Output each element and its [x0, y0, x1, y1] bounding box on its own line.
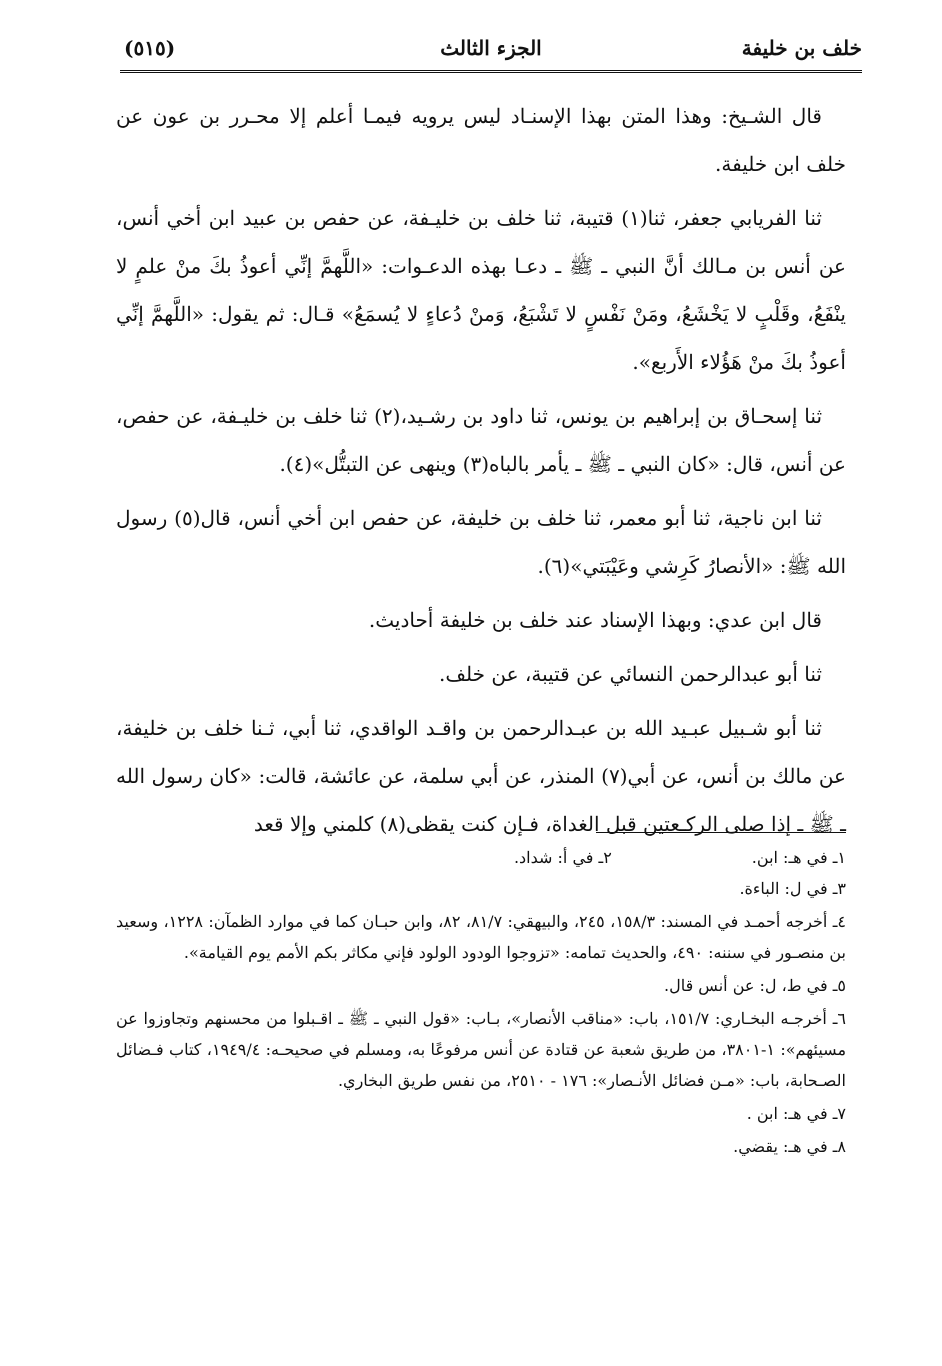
footnote: ٣ـ في ل: الباءة. — [739, 879, 846, 898]
footnotes — [116, 842, 846, 1164]
footnote: ٤ـ أخرجه أحمـد في المسند: ١٥٨/٣، ٢٤٥، والبيهقي: ٨١/٧، ٨٢، وابن حبـان كما في موارد الظمآن: ١٢٢٨، وسعيد بن منصـور في سننه: ٤٩٠، والحديث تمامه: «تزوجوا الودود الولود فإني مكاثر بكم الأمم يوم القيامة». — [116, 912, 847, 962]
paragraph: ثنا ابن ناجية، ثنا أبو معمر، ثنا خلف بن خليفة، عن حفص ابن أخي أنس، قال(٥) رسول الله ﷺ: «الأنصارُ كَرِشي وعَيْبَتي»(٦). — [116, 506, 846, 578]
paragraph: ثنا أبو عبدالرحمن النسائي عن قتيبة، عن خلف. — [438, 662, 822, 686]
footnote-row — [116, 842, 846, 873]
footnote: ٢ـ في أ: شداد. — [513, 848, 612, 867]
part-title: الجزء الثالث — [440, 36, 542, 60]
footnote-divider — [596, 832, 846, 833]
paragraph: قال الشـيخ: وهذا المتن بهذا الإسنـاد ليس يرويه فيمـا أعلم إلا محـرر بن عون عن خلف ابن خليفة. — [116, 104, 846, 176]
chapter-title: خلف بن خليفة — [741, 36, 862, 60]
paragraph: ثنا الفريابي جعفر، ثنا(١) قتيبة، ثنا خلف بن خليـفة، عن حفص بن عبيد ابن أخي أنس، عن أنس بن مـالك أنَّ النبي ـ ﷺ ـ دعـا بهذه الدعـوات: «اللَّهمَّ إنِّي أعوذُ بكَ منْ علمٍ لا ينْفَعُ، وقَلْبٍ لا يَخْشَعُ، ومَنْ نَفْسٍ لا تَشْبَعُ، وَمنْ دُعاءٍ لا يُسمَعُ» قـال: ثم يقول: «اللَّهمَّ إنِّي أعوذُ بكَ منْ هَؤُلاء الأَربع». — [116, 206, 846, 374]
main-text — [116, 92, 846, 848]
paragraph: ثنا أبو شـبيل عبـيد الله بن عبـدالرحمن بن واقـد الواقدي، ثنا أبي، ثـنا خلف بن خليفة، عن مالك بن أنس، عن أبي(٧) المنذر، عن أبي سلمة، عن عائشة، قالت: «كان رسول الله ـ ﷺ ـ إذا صلى الركـعتين قبل الغداة، فـإن كنت يقظى(٨) كلمني وإلا قعد — [116, 716, 846, 836]
footnote: ٦ـ أخرجـه البخـاري: ١٥١/٧، باب: «مناقب الأنصار»، بـاب: «قول النبي ـ ﷺ ـ اقـبلوا من محسنهم وتجاوزوا عن مسيئهم»: ١-٣٨٠١، من طريق شعبة عن قتادة عن أنس مرفوعًا به، ومسلم في صحيحـه: ١٩٤٩/٤، كتاب فـضائل الصـحابة، باب: «مـن فضائل الأنـصار»: ١٧٦ - ٢٥١٠، من نفس طريق البخاري. — [116, 1009, 847, 1090]
footnote: ١ـ في هـ: ابن. — [751, 848, 846, 867]
footnote: ٧ـ في هـ: ابن . — [746, 1104, 846, 1123]
footnote: ٥ـ في ط، ل: عن أنس قال. — [663, 976, 846, 995]
paragraph: قال ابن عدي: وبهذا الإسناد عند خلف بن خليفة أحاديث. — [368, 608, 822, 632]
paragraph: ثنا إسحـاق بن إبراهيم بن يونس، ثنا داود بن رشـيد،(٢) ثنا خلف بن خليـفة، عن حفص، عن أنس، قال: «كان النبي ـ ﷺ ـ يأمر بالباه(٣) وينهى عن التبتُّل»(٤). — [116, 404, 846, 476]
page-number: (٥١٥) — [124, 36, 176, 60]
footnote: ٨ـ في هـ: يقضي. — [733, 1137, 846, 1156]
running-header — [120, 26, 862, 73]
